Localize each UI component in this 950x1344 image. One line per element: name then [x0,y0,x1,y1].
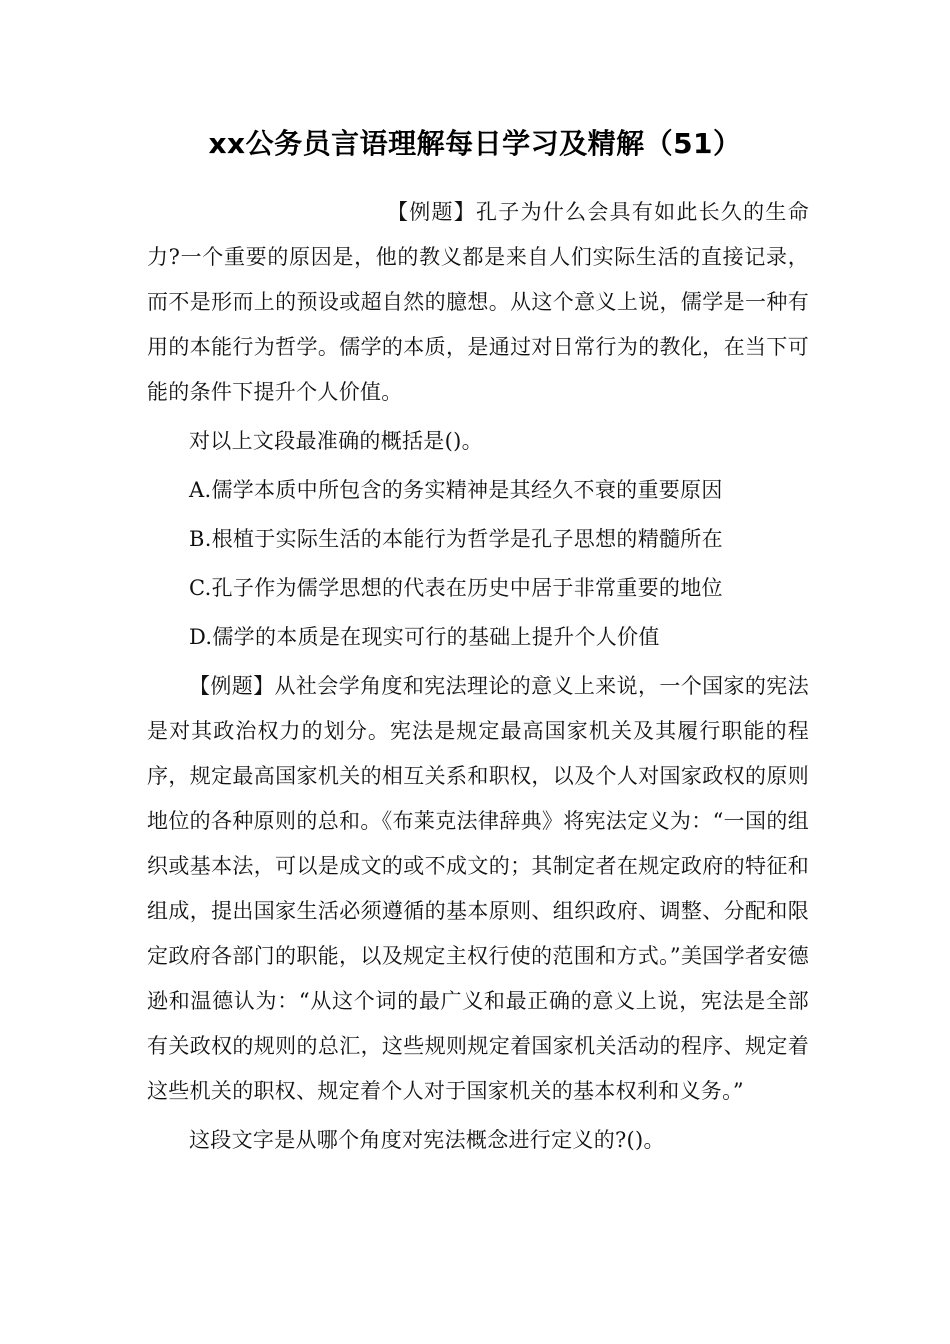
document-title: xx公务员言语理解每日学习及精解（51） [208,127,742,160]
question-2-stem: 【例题】从社会学角度和宪法理论的意义上来说，一个国家的宪法是对其政治权力的划分。宪法是规定最高国家机关及其履行职能的程序，规定最高国家机关的相互关系和职权，以及个人对国家政权的原则地位的各种原则的总和。《布莱克法律辞典》将宪法定义为：“一国的组织或基本法，可以是成文的或不成文的；其制定者在规定政府的特征和组成，提出国家生活必须遵循的基本原则、组织政府、调整、分配和限定政府各部门的职能，以及规定主权行使的范围和方式。”美国学者安德逊和温德认为：“从这个词的最广义和最正确的意义上说，宪法是全部有关政权的规则的总汇，这些规则规定着国家机关活动的程序、规定着这些机关的职权、规定着个人对于国家机关的基本权利和义务。” [147,674,809,1103]
question-1-option-d: D.儒学的本质是在现实可行的基础上提升个人价值 [189,625,660,649]
question-1-option-b: B.根植于实际生活的本能行为哲学是孔子思想的精髓所在 [189,527,723,551]
question-1-option-a: A.儒学本质中所包含的务实精神是其经久不衰的重要原因 [189,478,723,502]
question-1-prompt: 对以上文段最准确的概括是()。 [189,429,483,453]
question-2-prompt: 这段文字是从哪个角度对宪法概念进行定义的?()。 [189,1128,665,1152]
question-1-option-c: C.孔子作为儒学思想的代表在历史中居于非常重要的地位 [189,576,723,600]
document-body [147,190,809,1167]
question-1-stem: 【例题】孔子为什么会具有如此长久的生命力?一个重要的原因是，他的教义都是来自人们实际生活的直接记录，而不是形而上的预设或超自然的臆想。从这个意义上说，儒学是一种有用的本能行为哲学。儒学的本质，是通过对日常行为的教化，在当下可能的条件下提升个人价值。 [147,200,809,404]
